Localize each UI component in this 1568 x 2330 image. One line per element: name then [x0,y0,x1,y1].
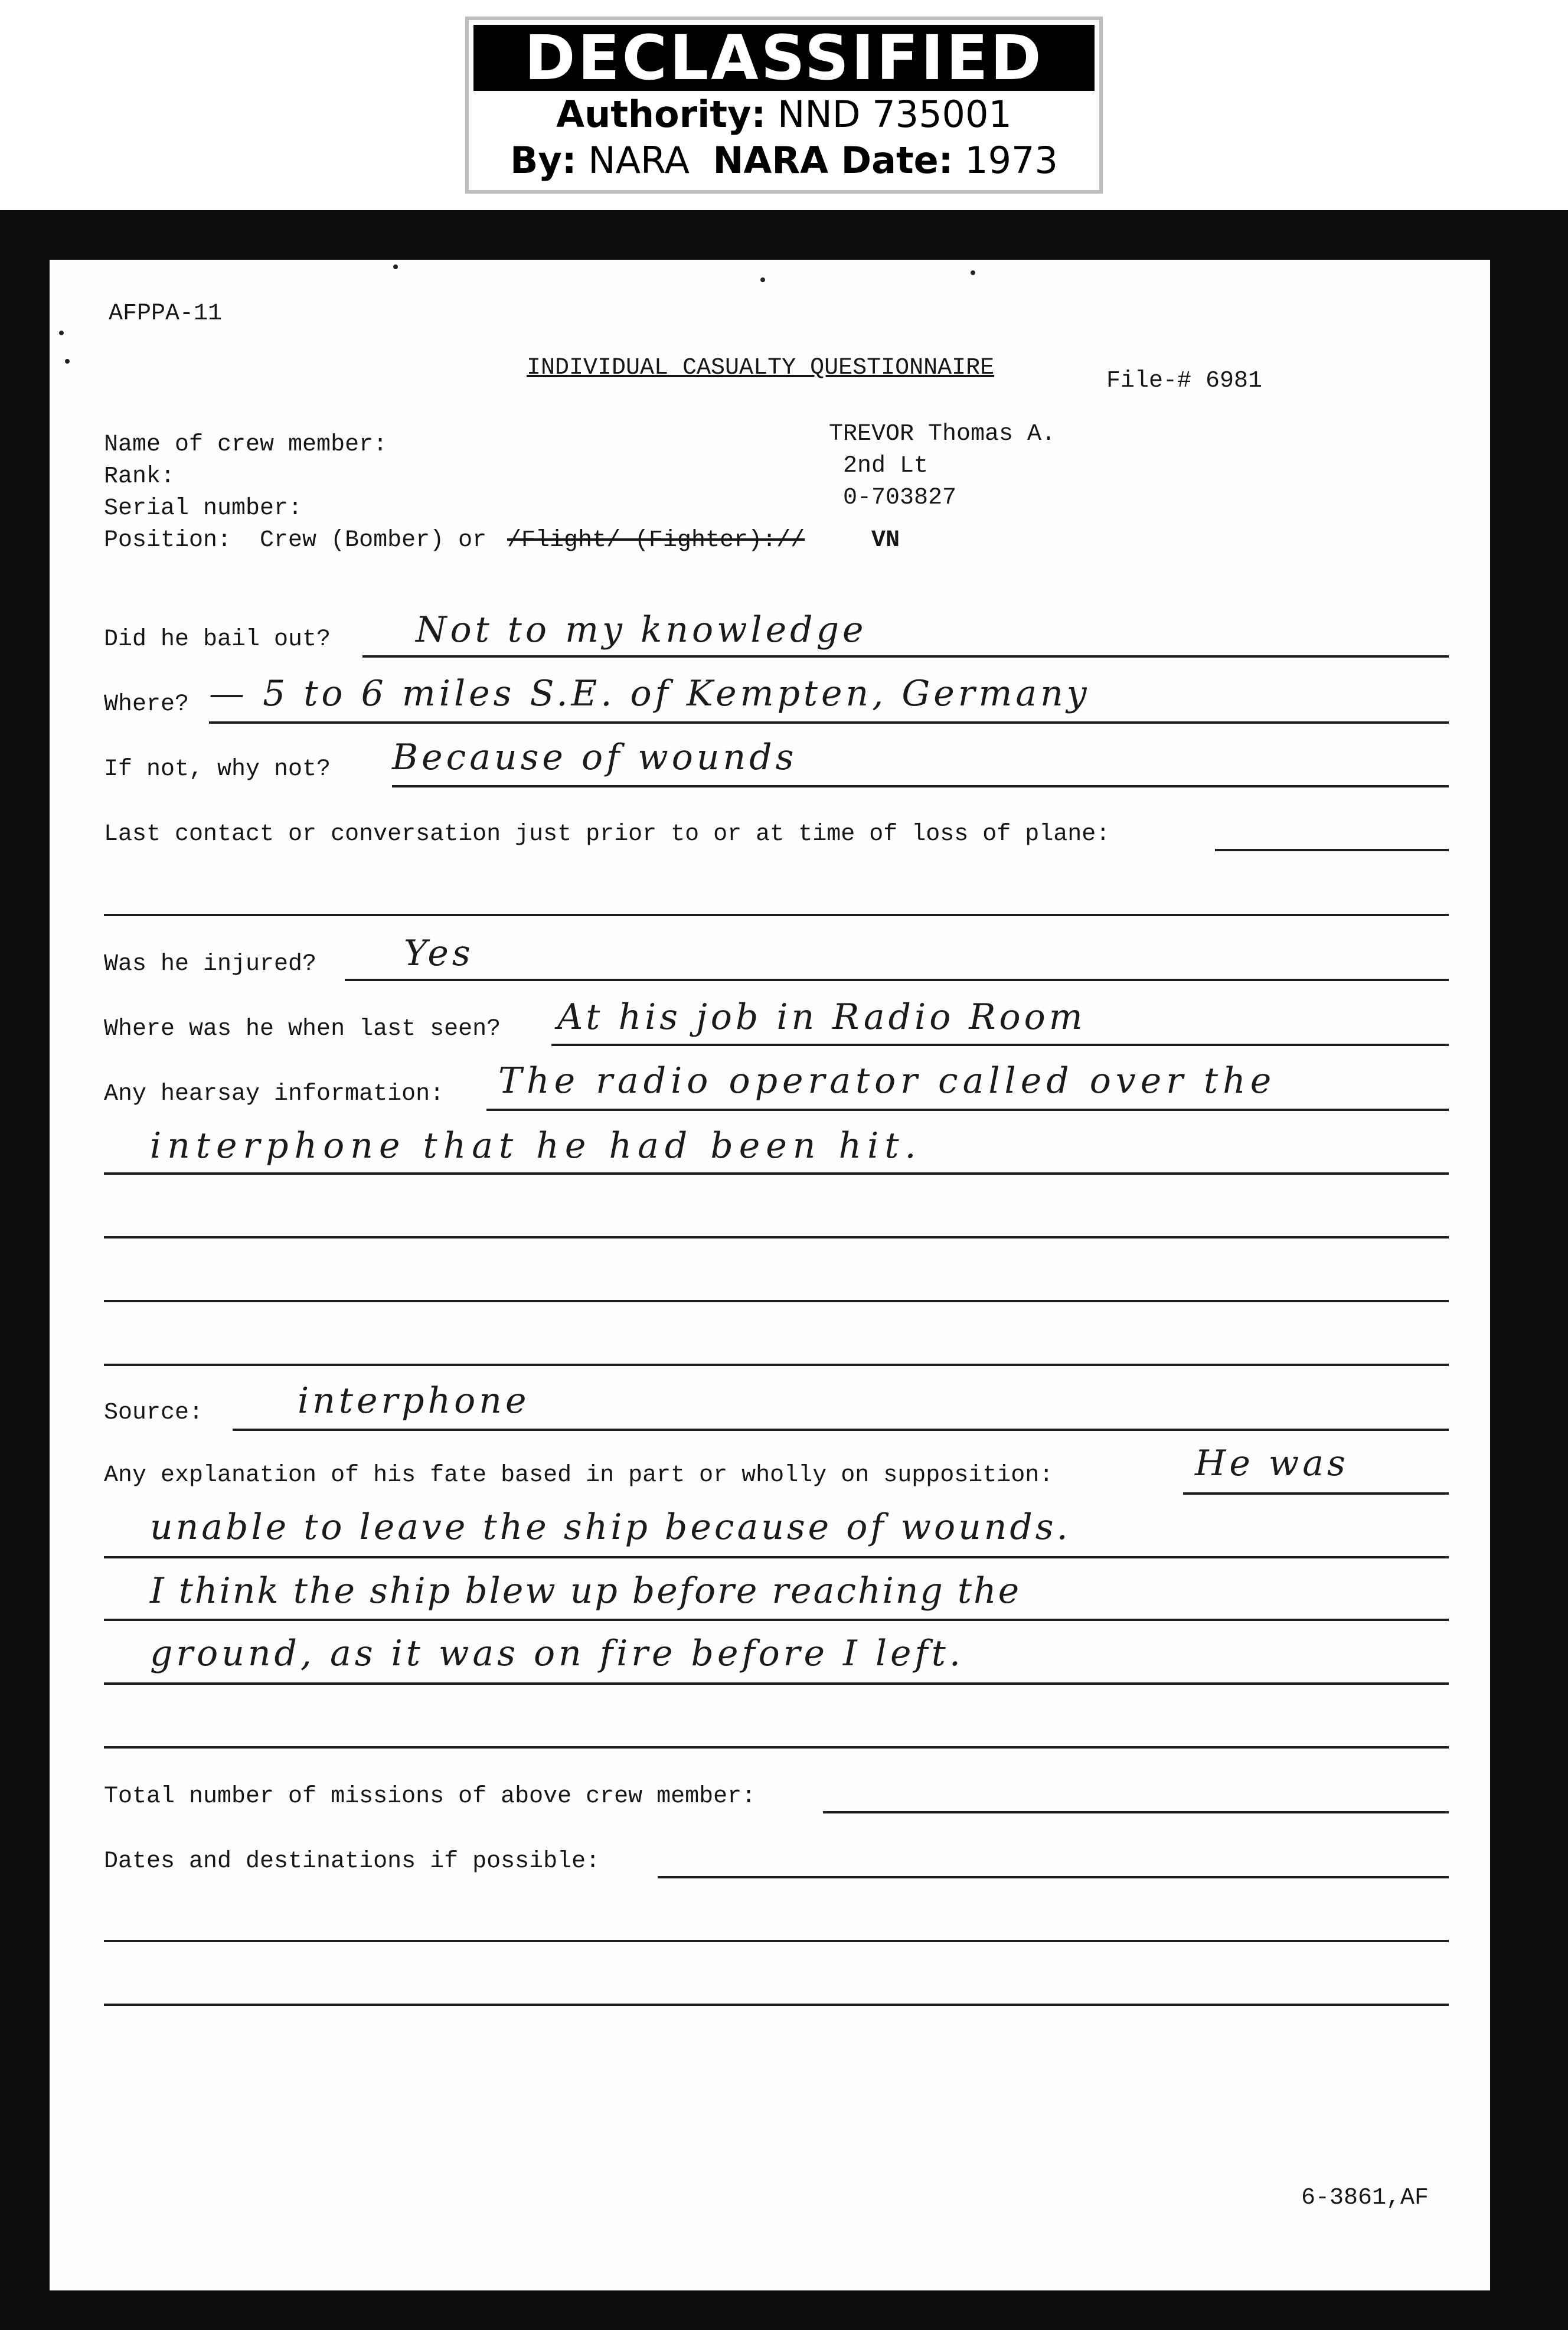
hearsay-label: Any hearsay information: [104,1081,445,1107]
explanation-answer-line-3: I think the ship blew up before reaching the [150,1570,1021,1612]
position-value: VN [871,527,900,554]
last-seen-label: Where was he when last seen? [104,1016,501,1043]
crew-name-label: Name of crew member: [104,432,388,458]
serial-label: Serial number: [104,495,303,522]
answer-line [551,1044,1449,1046]
answer-line [104,1619,1449,1621]
bail-out-answer: Not to my knowledge [416,609,867,651]
answer-line [104,1172,1449,1175]
source-answer: interphone [298,1380,530,1421]
file-number: File-# 6981 [1106,368,1263,394]
answer-line [486,1109,1449,1111]
explanation-label: Any explanation of his fate based in part or wholly on supposition: [104,1462,1054,1489]
explanation-answer-line-4: ground, as it was on fire before I left. [150,1633,964,1674]
answer-line [209,721,1449,724]
hearsay-answer-line-1: The radio operator called over the [498,1060,1276,1102]
bail-out-label: Did he bail out? [104,626,331,653]
last-contact-label: Last contact or conversation just prior to or at time of loss of plane: [104,821,1110,848]
stamp-authority-value: NND 735001 [778,93,1012,136]
crew-name-value: TREVOR Thomas A. [829,421,1056,447]
stamp-date-value: 1973 [965,139,1058,182]
stamp-date-label: NARA Date: [713,139,953,182]
rank-label: Rank: [104,463,175,490]
answer-line [233,1429,1449,1431]
form-title: INDIVIDUAL CASUALTY QUESTIONNAIRE [527,355,995,381]
stamp-by-label: By: [510,139,577,182]
position-struck-text: /Flight/ (Fighter):// [507,527,805,554]
explanation-answer-line-1: He was [1195,1443,1349,1484]
declassified-stamp [465,17,1103,194]
answer-line [104,1746,1449,1749]
why-not-answer: Because of wounds [392,737,798,778]
answer-line [1215,849,1449,851]
scan-speck [393,264,398,269]
answer-line [104,1300,1449,1302]
answer-line [658,1876,1449,1878]
stamp-banner: DECLASSIFIED [473,25,1095,91]
stamp-authority-line [469,92,1099,137]
serial-value: 0-703827 [843,485,957,511]
questionnaire-page [50,260,1490,2290]
position-label: Position: Crew (Bomber) or [104,527,487,554]
answer-line [1183,1492,1449,1495]
answer-line [104,2004,1449,2006]
injured-label: Was he injured? [104,951,317,978]
stamp-by-line [469,138,1099,183]
rank-value: 2nd Lt [843,453,929,479]
hearsay-answer-line-2: interphone that he had been hit. [150,1125,922,1166]
answer-line [392,785,1449,787]
explanation-answer-line-2: unable to leave the ship because of wounds. [150,1507,1071,1548]
answer-line [104,1364,1449,1366]
where-label: Where? [104,691,190,718]
missions-label: Total number of missions of above crew member: [104,1783,756,1810]
answer-line [104,1940,1449,1942]
dates-label: Dates and destinations if possible: [104,1848,600,1875]
last-seen-answer: At his job in Radio Room [557,996,1086,1038]
scan-speck [65,359,70,364]
answer-line [104,1682,1449,1685]
answer-line [345,979,1449,981]
where-answer: — 5 to 6 miles S.E. of Kempten, Germany [209,673,1090,714]
answer-line [362,655,1449,658]
stamp-authority-label: Authority: [556,93,766,136]
answer-line [823,1811,1449,1813]
answer-line [104,914,1449,916]
injured-answer: Yes [404,933,474,974]
answer-line [104,1556,1449,1558]
source-label: Source: [104,1400,204,1426]
form-code: AFPPA-11 [109,300,223,327]
stamp-by-value: NARA [588,139,690,182]
answer-line [104,1236,1449,1238]
footer-form-code: 6-3861,AF [1301,2185,1429,2211]
scan-speck [59,331,64,335]
scan-speck [760,277,765,282]
scan-speck [971,270,975,275]
why-not-label: If not, why not? [104,756,331,783]
